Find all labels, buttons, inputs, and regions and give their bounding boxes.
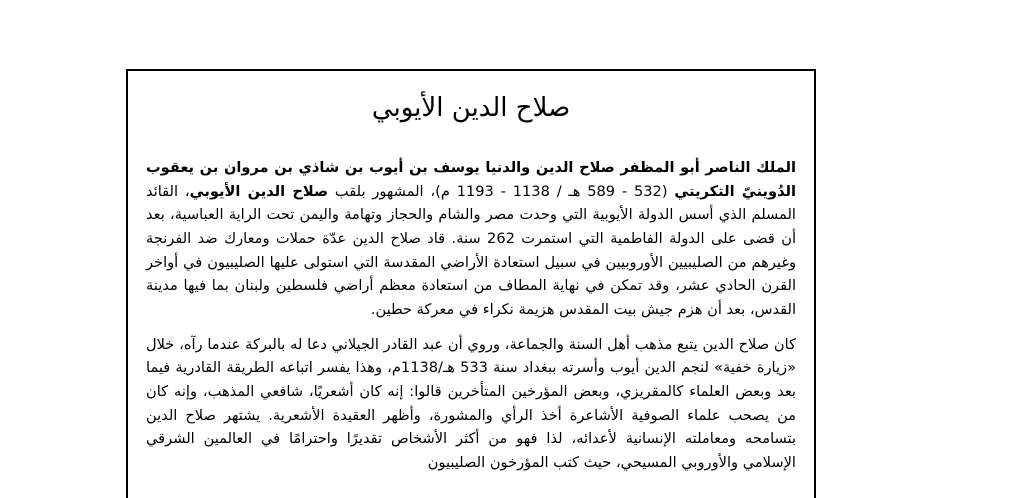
paper-sheet: [61, 0, 880, 498]
paragraph-intro: [146, 156, 796, 321]
article-content: [128, 71, 814, 474]
paragraph-body: [146, 333, 796, 475]
emphasis-text: صلاح الدين الأيوبي: [189, 182, 329, 200]
body-text: كان صلاح الدين يتبع مذهب أهل السنة والجماعة، وروي أن عبد القادر الجيلاني دعا له بالبركة عندما رآه، خلال «زيارة خفية» لنجم الدين أيوب وأسرته ببغداد سنة 533 هـ/1138م، وهذا يفسر اتباعه الطريقة القادرية فيما بعد وبعض العلماء كالمقريزي، وبعض المؤرخين المتأخرين قالوا: إنه كان أشعريًا، شافعي المذهب، وإنه كان من يصحب علماء الصوفية الأشاعرة أخذ الرأي والمشورة، وأظهر العقيدة الأشعرية. يشتهر صلاح الدين بتسامحه ومعاملته الإنسانية لأعدائه، لذا فهو من أكثر الأشخاص تقديرًا واحترامًا في العالمين الشرقي الإسلامي والأوروبي المسيحي، حيث كتب المؤرخون الصليبيون: [146, 335, 796, 471]
emphasis-text: الملك الناصر أبو المظفر صلاح الدين والدنيا يوسف بن أيوب بن شاذي بن مروان بن يعقوب الدُوينيّ التكريتي: [146, 159, 797, 200]
body-text: ، القائد المسلم الذي أسس الدولة الأيوبية التي وحدت مصر والشام والحجاز وتهامة واليمن تحت الراية العباسية، بعد أن قضى على الدولة الفاطمية التي استمرت 262 سنة. قاد صلاح الدين عدّة حملات ومعارك ضد الفرنجة وغيرهم من الصليبيين الأوروبيين في سبيل استعادة الأراضي المقدسة التي استولى عليها الصليبيون في أواخر القرن الحادي عشر، وقد تمكن في نهاية المطاف من استعادة معظم أراضي فلسطين ولبنان بما فيها مدينة القدس، بعد أن هزم جيش بيت المقدس هزيمة نكراء في معركة حطين.: [146, 182, 796, 318]
page-title: صلاح الدين الأيوبي: [371, 93, 571, 123]
article-frame: [126, 69, 816, 498]
body-text: (532 - 589 هـ / 1138 - 1193 م)، المشهور بلقب: [328, 182, 675, 200]
